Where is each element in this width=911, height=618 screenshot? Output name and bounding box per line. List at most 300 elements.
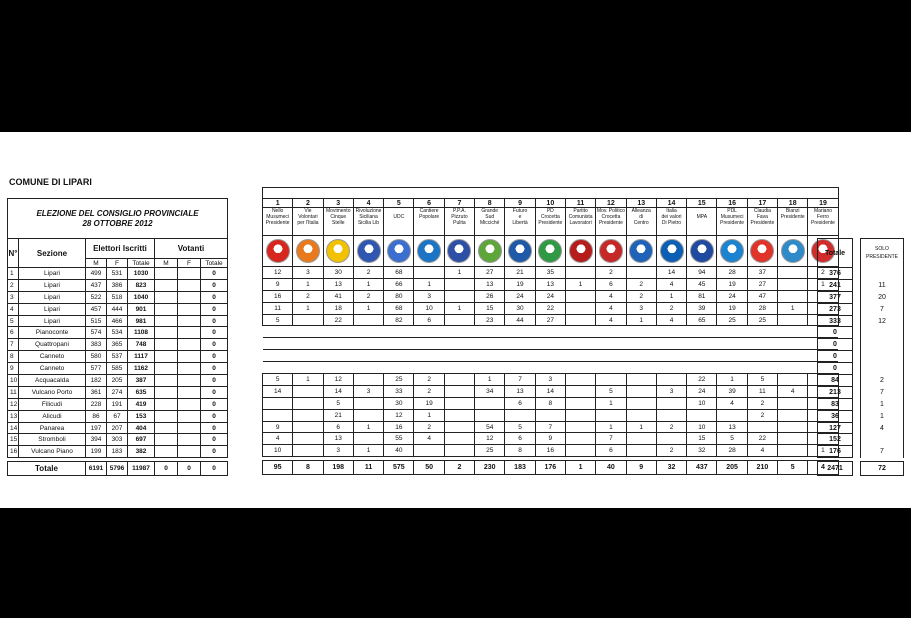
party-vote bbox=[717, 338, 747, 350]
party-vote: 44 bbox=[505, 314, 535, 326]
party-number: 16 bbox=[717, 199, 747, 208]
elettori-m: 228 bbox=[86, 398, 107, 410]
sezione-name: Stromboli bbox=[19, 434, 86, 446]
party-vote bbox=[444, 338, 474, 350]
party-vote bbox=[747, 362, 777, 374]
party-vote: 22 bbox=[687, 374, 717, 386]
elettori-totale: 635 bbox=[128, 386, 155, 398]
party-vote bbox=[505, 350, 535, 362]
elettori-f: 191 bbox=[107, 398, 128, 410]
party-vote bbox=[353, 397, 383, 409]
party-vote: 10 bbox=[263, 445, 293, 457]
party-vote: 21 bbox=[323, 409, 353, 421]
party-vote: 8 bbox=[505, 445, 535, 457]
votanti-m bbox=[155, 268, 178, 280]
party-logo-cell bbox=[505, 236, 535, 267]
party-vote bbox=[626, 362, 656, 374]
comune-title: COMUNE DI LIPARI bbox=[9, 177, 92, 187]
party-vote: 3 bbox=[293, 267, 323, 279]
elettori-f: 531 bbox=[107, 268, 128, 280]
party-name-line: Bianzi bbox=[785, 208, 800, 214]
party-vote: 3 bbox=[626, 302, 656, 314]
party-vote: 28 bbox=[717, 267, 747, 279]
votanti-f bbox=[178, 446, 201, 458]
party-vote: 54 bbox=[475, 421, 505, 433]
party-name-line: Di Pietro bbox=[661, 220, 682, 226]
party-name-line: Rivoluzione bbox=[355, 208, 382, 214]
party-vote: 4 bbox=[414, 433, 444, 445]
party-logo-icon bbox=[538, 239, 562, 263]
votanti-f bbox=[178, 315, 201, 327]
party-vote: 33 bbox=[384, 385, 414, 397]
elettori-m: 199 bbox=[86, 446, 107, 458]
party-vote bbox=[687, 326, 717, 338]
party-votes-row bbox=[263, 397, 839, 409]
header-f: F bbox=[107, 259, 128, 268]
party-vote bbox=[626, 350, 656, 362]
totale-f: 5796 bbox=[107, 462, 128, 476]
sezione-row bbox=[8, 363, 228, 375]
elettori-m: 437 bbox=[86, 279, 107, 291]
party-vote: 19 bbox=[717, 302, 747, 314]
party-vote: 12 bbox=[384, 409, 414, 421]
solo-row bbox=[861, 327, 904, 339]
party-name-line: P.P.A. bbox=[452, 208, 466, 214]
party-vote: 6 bbox=[323, 421, 353, 433]
solo-presidente-value bbox=[861, 268, 904, 280]
party-vote bbox=[505, 326, 535, 338]
elettori-m: 522 bbox=[86, 291, 107, 303]
party-vote bbox=[717, 409, 747, 421]
party-vote: 1 bbox=[444, 302, 474, 314]
solo-presidente-value: 2 bbox=[861, 375, 904, 387]
party-total: 230 bbox=[475, 461, 505, 475]
party-vote bbox=[293, 433, 323, 445]
party-logo-cell bbox=[414, 236, 444, 267]
party-total: 5 bbox=[778, 461, 808, 475]
elettori-m: 383 bbox=[86, 339, 107, 351]
party-vote: 25 bbox=[384, 374, 414, 386]
votanti-totale: 0 bbox=[201, 386, 228, 398]
elettori-f: 365 bbox=[107, 339, 128, 351]
party-logo-icon bbox=[781, 239, 805, 263]
party-total: 210 bbox=[747, 461, 777, 475]
party-vote bbox=[626, 385, 656, 397]
votanti-f bbox=[178, 339, 201, 351]
party-name-line: Pizzuto bbox=[451, 214, 468, 220]
party-name bbox=[565, 208, 595, 236]
sezione-number: 16 bbox=[8, 446, 19, 458]
party-name-line: Movimento bbox=[326, 208, 351, 214]
party-vote bbox=[717, 326, 747, 338]
sezione-number: 1 bbox=[8, 268, 19, 280]
party-name-line: Italia bbox=[666, 208, 677, 214]
party-vote bbox=[263, 350, 293, 362]
party-vote bbox=[444, 350, 474, 362]
votanti-m bbox=[155, 386, 178, 398]
sezione-name: Alicudi bbox=[19, 410, 86, 422]
party-vote: 13 bbox=[717, 421, 747, 433]
elettori-m: 182 bbox=[86, 375, 107, 387]
party-name bbox=[505, 208, 535, 236]
party-number: 3 bbox=[323, 199, 353, 208]
party-vote: 24 bbox=[535, 290, 565, 302]
party-vote bbox=[687, 362, 717, 374]
party-vote: 24 bbox=[717, 290, 747, 302]
party-votes-row bbox=[263, 433, 839, 445]
party-vote: 3 bbox=[535, 374, 565, 386]
totale-row bbox=[263, 461, 839, 475]
party-name-line: per l'Italia bbox=[297, 220, 319, 226]
party-name-line: Presidente bbox=[598, 220, 623, 226]
party-vote bbox=[475, 362, 505, 374]
party-vote bbox=[384, 326, 414, 338]
elettori-m: 361 bbox=[86, 386, 107, 398]
party-name-line: Nello bbox=[271, 208, 284, 214]
party-vote bbox=[444, 290, 474, 302]
party-name-line bbox=[384, 220, 413, 226]
party-name-line: di bbox=[639, 214, 644, 220]
elettori-totale: 823 bbox=[128, 279, 155, 291]
solo-presidente-value bbox=[861, 363, 904, 375]
party-vote bbox=[444, 326, 474, 338]
grand-totale: 2471 bbox=[818, 462, 853, 476]
party-vote bbox=[626, 374, 656, 386]
party-vote: 27 bbox=[747, 278, 777, 290]
party-vote bbox=[565, 385, 595, 397]
party-vote: 1 bbox=[717, 374, 747, 386]
party-votes-row bbox=[263, 350, 839, 362]
party-vote bbox=[687, 338, 717, 350]
party-vote: 65 bbox=[687, 314, 717, 326]
party-vote bbox=[747, 338, 777, 350]
party-vote bbox=[323, 362, 353, 374]
party-logo-icon bbox=[508, 239, 532, 263]
party-name bbox=[747, 208, 777, 236]
party-vote: 45 bbox=[687, 278, 717, 290]
party-vote bbox=[414, 338, 444, 350]
solo-presidente-value: 20 bbox=[861, 291, 904, 303]
party-vote: 9 bbox=[535, 433, 565, 445]
party-vote: 25 bbox=[747, 314, 777, 326]
party-vote: 1 bbox=[596, 397, 626, 409]
party-vote: 19 bbox=[717, 278, 747, 290]
party-vote: 13 bbox=[505, 385, 535, 397]
frame-row bbox=[263, 188, 839, 199]
party-vote: 15 bbox=[475, 302, 505, 314]
party-vote bbox=[626, 397, 656, 409]
sezione-totale: 377 bbox=[818, 291, 853, 303]
party-vote bbox=[596, 409, 626, 421]
party-logo-cell bbox=[323, 236, 353, 267]
party-total: 8 bbox=[293, 461, 323, 475]
party-vote bbox=[353, 314, 383, 326]
sezione-name: Panarea bbox=[19, 422, 86, 434]
party-votes-row bbox=[263, 445, 839, 457]
party-vote bbox=[778, 397, 808, 409]
party-name-line: e bbox=[518, 214, 522, 220]
elettori-totale: 748 bbox=[128, 339, 155, 351]
party-vote bbox=[505, 362, 535, 374]
grand-total-row bbox=[818, 462, 853, 476]
header-elettori-iscritti: Elettori Iscritti bbox=[86, 239, 155, 259]
party-vote: 27 bbox=[475, 267, 505, 279]
party-name-line: Presidente bbox=[750, 220, 775, 226]
party-vote bbox=[444, 445, 474, 457]
party-vote: 6 bbox=[596, 278, 626, 290]
party-total: 4 bbox=[808, 461, 838, 475]
party-logo-cell bbox=[565, 236, 595, 267]
party-name-line: Cinque bbox=[330, 214, 347, 220]
party-logo-icon bbox=[296, 239, 320, 263]
party-logo-cell bbox=[535, 236, 565, 267]
party-vote bbox=[444, 409, 474, 421]
party-vote: 11 bbox=[747, 385, 777, 397]
party-vote bbox=[263, 326, 293, 338]
party-vote: 4 bbox=[656, 314, 686, 326]
party-vote bbox=[444, 374, 474, 386]
party-total: 2 bbox=[444, 461, 474, 475]
party-total: 575 bbox=[384, 461, 414, 475]
party-vote bbox=[414, 362, 444, 374]
party-name-line: Crocetta bbox=[540, 214, 560, 220]
elettori-totale: 419 bbox=[128, 398, 155, 410]
party-vote: 40 bbox=[384, 445, 414, 457]
votanti-m bbox=[155, 303, 178, 315]
sezione-totale: 0 bbox=[818, 351, 853, 363]
sezione-name: Vulcano Piano bbox=[19, 446, 86, 458]
party-vote: 25 bbox=[475, 445, 505, 457]
party-name bbox=[626, 208, 656, 236]
elettori-m: 574 bbox=[86, 327, 107, 339]
solo-presidente-total: 72 bbox=[861, 462, 904, 476]
party-vote bbox=[353, 362, 383, 374]
party-number: 7 bbox=[444, 199, 474, 208]
party-number: 19 bbox=[808, 199, 838, 208]
party-vote: 11 bbox=[263, 302, 293, 314]
party-vote bbox=[778, 338, 808, 350]
party-vote bbox=[717, 362, 747, 374]
party-vote: 7 bbox=[535, 421, 565, 433]
solo-presidente-value: 1 bbox=[861, 410, 904, 422]
party-vote: 1 bbox=[353, 278, 383, 290]
election-title bbox=[8, 199, 228, 239]
solo-row bbox=[861, 339, 904, 351]
party-name-line: Claudia bbox=[753, 208, 771, 214]
totale-row bbox=[818, 327, 853, 339]
party-name-line: Lavoratori bbox=[569, 220, 592, 226]
party-vote bbox=[565, 326, 595, 338]
party-vote bbox=[565, 302, 595, 314]
party-vote: 5 bbox=[747, 374, 777, 386]
party-vote: 2 bbox=[656, 445, 686, 457]
party-vote bbox=[747, 421, 777, 433]
party-vote: 30 bbox=[505, 302, 535, 314]
totale-row bbox=[818, 375, 853, 387]
party-number: 17 bbox=[747, 199, 777, 208]
votanti-m bbox=[155, 351, 178, 363]
party-name bbox=[596, 208, 626, 236]
totale-vt: 0 bbox=[201, 462, 228, 476]
party-votes-row bbox=[263, 385, 839, 397]
party-number: 6 bbox=[414, 199, 444, 208]
party-vote: 5 bbox=[323, 397, 353, 409]
sezione-number: 8 bbox=[8, 351, 19, 363]
votanti-m bbox=[155, 327, 178, 339]
party-name bbox=[778, 208, 808, 236]
votanti-f bbox=[178, 351, 201, 363]
party-vote bbox=[565, 314, 595, 326]
party-vote: 68 bbox=[384, 302, 414, 314]
elettori-f: 205 bbox=[107, 375, 128, 387]
votanti-totale: 0 bbox=[201, 339, 228, 351]
votanti-totale: 0 bbox=[201, 363, 228, 375]
party-vote: 19 bbox=[505, 278, 535, 290]
party-vote bbox=[535, 350, 565, 362]
votanti-f bbox=[178, 375, 201, 387]
solo-presidente-value bbox=[861, 327, 904, 339]
party-vote bbox=[384, 350, 414, 362]
header-votanti-f: F bbox=[178, 259, 201, 268]
party-total: 437 bbox=[687, 461, 717, 475]
party-vote: 5 bbox=[263, 374, 293, 386]
party-logo-icon bbox=[569, 239, 593, 263]
party-vote: 32 bbox=[687, 445, 717, 457]
votanti-f bbox=[178, 422, 201, 434]
party-vote: 15 bbox=[687, 433, 717, 445]
party-vote: 2 bbox=[414, 421, 444, 433]
party-vote bbox=[778, 350, 808, 362]
header-votanti-totale: Totale bbox=[201, 259, 228, 268]
party-vote bbox=[444, 314, 474, 326]
votanti-m bbox=[155, 446, 178, 458]
party-vote: 4 bbox=[263, 433, 293, 445]
header-m: M bbox=[86, 259, 107, 268]
sezione-number: 6 bbox=[8, 327, 19, 339]
party-logo-cell bbox=[475, 236, 505, 267]
party-vote bbox=[656, 326, 686, 338]
party-vote: 1 bbox=[808, 278, 838, 290]
document-page bbox=[0, 132, 911, 508]
header-n: N° bbox=[8, 239, 19, 268]
party-vote: 13 bbox=[323, 278, 353, 290]
solo-presidente-value bbox=[861, 434, 904, 446]
party-vote bbox=[444, 433, 474, 445]
votanti-f bbox=[178, 268, 201, 280]
party-vote bbox=[565, 421, 595, 433]
party-vote bbox=[626, 326, 656, 338]
votanti-totale: 0 bbox=[201, 422, 228, 434]
party-vote: 37 bbox=[747, 267, 777, 279]
party-vote: 41 bbox=[323, 290, 353, 302]
party-vote bbox=[353, 350, 383, 362]
party-name-line: Presidente bbox=[538, 220, 563, 226]
party-logo-icon bbox=[417, 239, 441, 263]
votanti-totale: 0 bbox=[201, 327, 228, 339]
sezione-totale: 0 bbox=[818, 339, 853, 351]
solo-presidente-value: 4 bbox=[861, 422, 904, 434]
party-total: 9 bbox=[626, 461, 656, 475]
party-vote bbox=[444, 385, 474, 397]
party-vote: 2 bbox=[414, 374, 444, 386]
solo-row bbox=[861, 291, 904, 303]
party-vote bbox=[323, 326, 353, 338]
votanti-f bbox=[178, 410, 201, 422]
party-vote: 25 bbox=[717, 314, 747, 326]
party-vote: 16 bbox=[535, 445, 565, 457]
solo-row bbox=[861, 303, 904, 315]
sezione-number: 13 bbox=[8, 410, 19, 422]
party-name-line: Musumeci bbox=[720, 214, 744, 220]
party-vote: 28 bbox=[747, 302, 777, 314]
party-vote bbox=[656, 433, 686, 445]
party-vote bbox=[626, 409, 656, 421]
party-name-line: Fava bbox=[756, 214, 768, 220]
party-name-line bbox=[778, 220, 807, 226]
party-vote bbox=[263, 409, 293, 421]
party-name-line: Centro bbox=[633, 220, 649, 226]
votanti-m bbox=[155, 291, 178, 303]
party-vote: 1 bbox=[656, 290, 686, 302]
party-vote: 4 bbox=[717, 397, 747, 409]
totale-vf: 0 bbox=[178, 462, 201, 476]
party-vote bbox=[353, 409, 383, 421]
party-vote: 6 bbox=[505, 433, 535, 445]
party-vote bbox=[293, 385, 323, 397]
votanti-totale: 0 bbox=[201, 291, 228, 303]
party-vote bbox=[778, 278, 808, 290]
elettori-totale: 901 bbox=[128, 303, 155, 315]
party-vote bbox=[505, 338, 535, 350]
votanti-m bbox=[155, 422, 178, 434]
solo-presidente-value: 7 bbox=[861, 303, 904, 315]
party-logo-cell bbox=[263, 236, 293, 267]
party-votes-row bbox=[263, 362, 839, 374]
party-vote: 5 bbox=[717, 433, 747, 445]
party-vote: 39 bbox=[687, 302, 717, 314]
party-vote: 5 bbox=[596, 385, 626, 397]
party-vote bbox=[656, 397, 686, 409]
party-vote bbox=[747, 350, 777, 362]
party-total: 198 bbox=[323, 461, 353, 475]
totale-row bbox=[818, 386, 853, 398]
party-vote: 3 bbox=[323, 445, 353, 457]
sezione-number: 7 bbox=[8, 339, 19, 351]
totale-row bbox=[818, 268, 853, 280]
votanti-m bbox=[155, 398, 178, 410]
party-vote: 35 bbox=[535, 267, 565, 279]
party-logo-cell bbox=[293, 236, 323, 267]
party-vote bbox=[535, 326, 565, 338]
party-vote: 13 bbox=[535, 278, 565, 290]
elettori-totale: 1030 bbox=[128, 268, 155, 280]
party-name-line: Presidente bbox=[720, 220, 745, 226]
party-vote: 12 bbox=[475, 433, 505, 445]
totale-m: 6191 bbox=[86, 462, 107, 476]
party-logo-cell bbox=[687, 236, 717, 267]
party-name-row bbox=[263, 208, 839, 236]
party-vote bbox=[475, 338, 505, 350]
party-vote bbox=[293, 350, 323, 362]
party-logo-cell bbox=[656, 236, 686, 267]
party-vote bbox=[596, 326, 626, 338]
elettori-f: 183 bbox=[107, 446, 128, 458]
sezione-row bbox=[8, 291, 228, 303]
party-vote bbox=[323, 338, 353, 350]
party-votes-row bbox=[263, 326, 839, 338]
party-vote bbox=[778, 374, 808, 386]
votanti-f bbox=[178, 386, 201, 398]
